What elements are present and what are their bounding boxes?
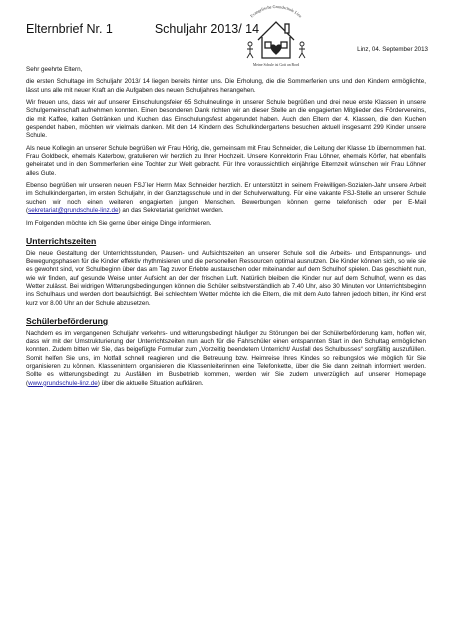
- paragraph-enrollment: Wir freuen uns, dass wir auf unserer Einschulungsfeier 65 Schulneulinge in unserer Schule begrüßen und drei neue erste Klassen in unsere Schulgemeinschaft aufnehmen konnten. Einen besonderen Dank richten wir an dieser Stelle an die engagierten Mitglieder des Fördervereins, die mit Kaffee, kalten Getränken und Kuchen das Einschulungsfest abgerundet haben. Auch den Eltern der 4. Klassen, die den Kuchen gespendet haben, möchten wir vielmals danken. Mit den 14 Kindern des Schulkindergartens besuchen aktuell insgesamt 299 Kinder unsere Schule.: [26, 99, 426, 140]
- heading-transport: Schülerbeförderung: [26, 315, 109, 326]
- heading-lesson-times: Unterrichtszeiten: [26, 235, 97, 246]
- letter-date: Linz, 04. September 2013: [357, 46, 428, 53]
- svg-text:Evangelische Grundschule Linz: Evangelische Grundschule Linz: [248, 4, 304, 19]
- paragraph-intro: die ersten Schultage im Schuljahr 2013/ 14 liegen bereits hinter uns. Die Erholung, die die Sommerferien uns und den Kindern ermöglichte, lässt uns alle mit neuer Kraft an die Aufgaben des neuen Schuljahres herangehen.: [26, 78, 426, 94]
- logo-motto: Meine Schule ist Gott an Bord: [252, 63, 300, 67]
- paragraph-transport: [26, 330, 426, 388]
- paragraph-lesson-times: Die neue Gestaltung der Unterrichtsstunden, Pausen- und Aufsichtszeiten an unserer Schule soll die Arbeits- und Entspannungs- und Bewegungsphasen für die Kinder effektiv rhythmisieren und die personellen Ressourcen optimal ausnutzen. Die Kinder können sich, so wie sie es gewohnt sind, vor Schulbeginn über das am Tag zuvor Erlebte austauschen oder miteinander auf dem Schulhof spielen. Das geschieht nun, wie wir finden, auf gesunde Weise unter Aufsicht an der der frischen Luft. Natürlich bleiben die Kinder nur auf dem Schulhof, wenn es das Wetter zulässt. Bei widrigen Witterungsbedingungen können die Schüler selbstverständlich ab 7.40 Uhr, also 30 Minuten vor Unterrichtsbeginn ins Schulhaus und werden dort beaufsichtigt. Bei schlechtem Wetter möchte ich die Eltern, die mit dem Auto fahren jedoch bitten, ihr Kind erst kurz vor 8.00 Uhr an der Schule abzusetzen.: [26, 249, 426, 307]
- paragraph-transport-text: Nachdem es im vergangenen Schuljahr verkehrs- und witterungsbedingt häufiger zu Störungen bei der Schülerbeförderung kam, hoffen wir, dass wir mit der Umstrukturierung der Unterrichtszeiten nun auch für die Fahrschüler einen entspannten Start in den Schultag ermöglichen konnten. Zudem bitten wir Sie, das beigefügte Formular zum „Vorzeitig beendetem Unterricht/ Ausfall des Schulbusses“ sorgfältig auszufüllen. Somit helfen Sie uns, im Notfall schnell reagieren und die Betreuung bzw. Heimreise Ihres Kindes so reibungslos wie möglich für Sie organisieren zu können. Klassenintern organisieren die Klassenleiterinnen eine Telefonkette, über die Sie dann zeitnah informiert werden. Sollte es witterungsbedingt zu Ausfällen im Busbetrieb kommen, werden wir Sie zudem unverzüglich auf unserer Homepage (: [26, 329, 426, 387]
- paragraph-fsj-text-end: ) an das Sekretariat gerichtet werden.: [118, 207, 224, 215]
- paragraph-transport-text-end: ) über die aktuelle Situation aufklären.: [97, 379, 204, 387]
- paragraph-fsj: [26, 182, 426, 215]
- school-logo: [236, 4, 316, 70]
- letter-body: [26, 66, 426, 392]
- letter-number: Elternbrief Nr. 1: [26, 22, 113, 36]
- homepage-link[interactable]: www.grundschule-linz.de: [28, 379, 98, 387]
- letter-title: [26, 22, 259, 36]
- paragraph-overview: Im Folgenden möchte ich Sie gerne über einige Dinge informieren.: [26, 219, 212, 227]
- paragraph-staff: Als neue Kollegin an unserer Schule begrüßen wir Frau Hörig, die, gemeinsam mit Frau Schneider, die Leitung der Klasse 1b übernommen hat. Frau Goldbeck, ehemals Katerbow, gratulieren wir herzlich zu Ihrer Hochzeit. Unsere Konrektorin Frau Löhner, ehemals Körfer, hat ebenfalls geheiratet und in den Sommerferien eine Tochter zur Welt gebracht. Für Ihre voraussichtlich einjährige Elternzeit wünschen wir Frau Löhner alles Gute.: [26, 144, 426, 177]
- house-heart-logo-icon: [236, 4, 316, 70]
- paragraph-fsj-text: Ebenso begrüßen wir unseren neuen FSJ´ler Herrn Max Schneider herzlich. Er unterstützt in seinem Freiwilligen-Sozialen-Jahr unsere Arbeit im Schulkindergarten, im ersten Schuljahr, in der Ganztagsschule und in der Schulverwaltung. Für eine vakante FSJ-Stelle an unserer Schule suchen wir noch einen weiteren engagierten jungen Menschen. Bewerbungen können gerne telefonisch oder per E-Mail (: [26, 182, 426, 215]
- house-icon: [258, 22, 294, 58]
- email-link[interactable]: sekretariat@grundschule-linz.de: [28, 207, 119, 215]
- salutation: Sehr geehrte Eltern,: [26, 66, 83, 73]
- school-year: Schuljahr 2013/ 14: [154, 22, 260, 36]
